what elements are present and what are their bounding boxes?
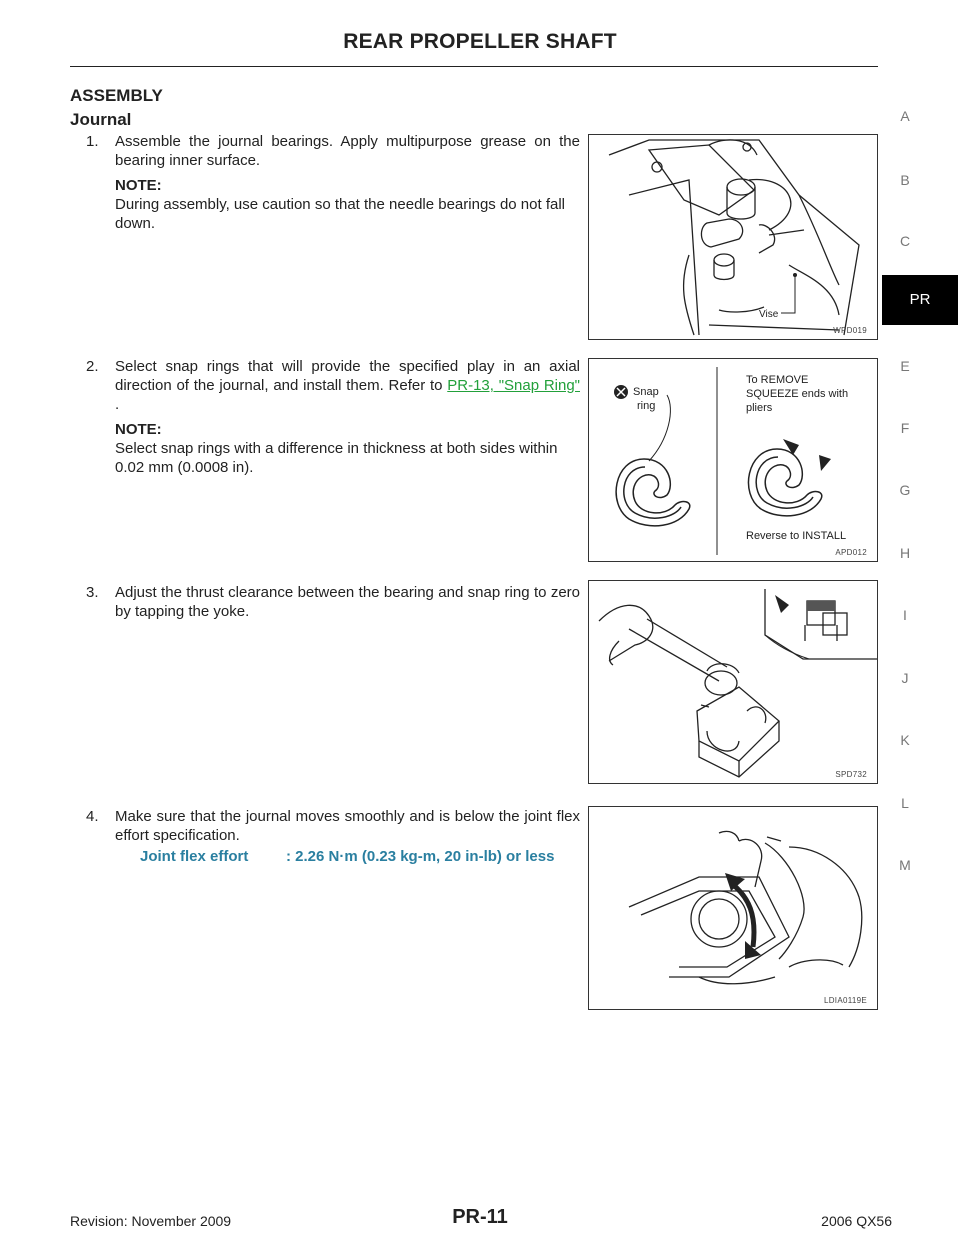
index-tab-i[interactable]: I (903, 607, 907, 623)
index-tab-f[interactable]: F (900, 420, 910, 436)
step-4 (70, 807, 580, 845)
footer-model: 2006 QX56 (821, 1213, 892, 1229)
footer-revision: Revision: November 2009 (70, 1213, 232, 1229)
figure-code: WPD019 (833, 326, 867, 335)
step-number: 2. (86, 358, 99, 375)
snap-ring-illustration (589, 359, 878, 562)
remove-label-1: To REMOVE (746, 374, 809, 386)
note-label: NOTE: (115, 177, 162, 194)
index-tab-pr[interactable]: PR (882, 275, 958, 325)
vise-label: Vise (759, 309, 779, 320)
step-2 (70, 357, 580, 477)
index-tab-k[interactable]: K (900, 732, 910, 748)
figure-snap-ring (588, 358, 878, 562)
footer-page-number: PR-11 (452, 1206, 508, 1228)
step-3 (70, 583, 580, 621)
header-rule (70, 66, 878, 67)
page-title: REAR PROPELLER SHAFT (343, 30, 617, 53)
tapping-yoke-illustration (589, 581, 878, 784)
index-tab-e[interactable]: E (900, 358, 910, 374)
figure-code: LDIA0119E (823, 996, 867, 1005)
step-text (70, 357, 580, 414)
joint-flex-spec (140, 848, 554, 865)
figure-joint-flex (588, 806, 878, 1010)
index-tab-a[interactable]: A (900, 108, 910, 124)
remove-label-2: SQUEEZE ends with (746, 388, 849, 400)
squeeze-arrow-icon-2 (819, 455, 831, 471)
journal-vise-illustration (589, 135, 878, 340)
step-1 (70, 132, 580, 233)
install-label: Reverse to INSTALL (746, 530, 847, 542)
spec-label: Joint flex effort (140, 848, 249, 865)
note-text: Select snap rings with a difference in thickness at both sides within 0.02 mm (0.0008 in). (115, 440, 558, 476)
index-tab-c[interactable]: C (899, 233, 911, 249)
figure-tapping-yoke (588, 580, 878, 784)
index-tab-m[interactable]: M (899, 857, 911, 873)
figure-code: SPD732 (835, 770, 867, 779)
figure-journal-in-vise (588, 134, 878, 340)
figure-code: APD012 (835, 548, 867, 557)
step-text-before: Select snap rings that will provide the specified play in an axial direction of the journal, and install them. Refer to (115, 358, 580, 394)
step-text-after: . (115, 396, 120, 413)
step-number: 4. (86, 808, 99, 825)
note-label: NOTE: (115, 421, 162, 438)
note-text: During assembly, use caution so that the needle bearings do not fall down. (115, 196, 565, 232)
index-tab-l[interactable]: L (901, 795, 909, 811)
snap-ring-label-1: Snap (633, 386, 659, 398)
snap-ring-label-2: ring (637, 400, 656, 412)
section-title: ASSEMBLY (70, 86, 163, 105)
index-tab-j[interactable]: J (901, 670, 909, 686)
index-tab-b[interactable]: B (900, 172, 910, 188)
index-tab-h[interactable]: H (899, 545, 911, 561)
remove-label-3: pliers (746, 402, 773, 414)
index-tab-g[interactable]: G (899, 482, 911, 498)
step-text: Make sure that the journal moves smoothly and is below the joint flex effort specification. (115, 808, 580, 844)
step-number: 1. (86, 133, 99, 150)
step-text: Assemble the journal bearings. Apply multipurpose grease on the bearing inner surface. (115, 133, 580, 169)
joint-flex-illustration (589, 807, 878, 1010)
snap-ring-reference-link[interactable]: PR-13, "Snap Ring" (447, 377, 580, 394)
step-text: Adjust the thrust clearance between the bearing and snap ring to zero by tapping the yoke. (115, 584, 580, 620)
spec-value: : 2.26 N·m (0.23 kg-m, 20 in-lb) or less (286, 848, 555, 865)
subsection-title: Journal (70, 110, 132, 129)
tap-arrow-icon (775, 595, 789, 613)
step-number: 3. (86, 584, 99, 601)
